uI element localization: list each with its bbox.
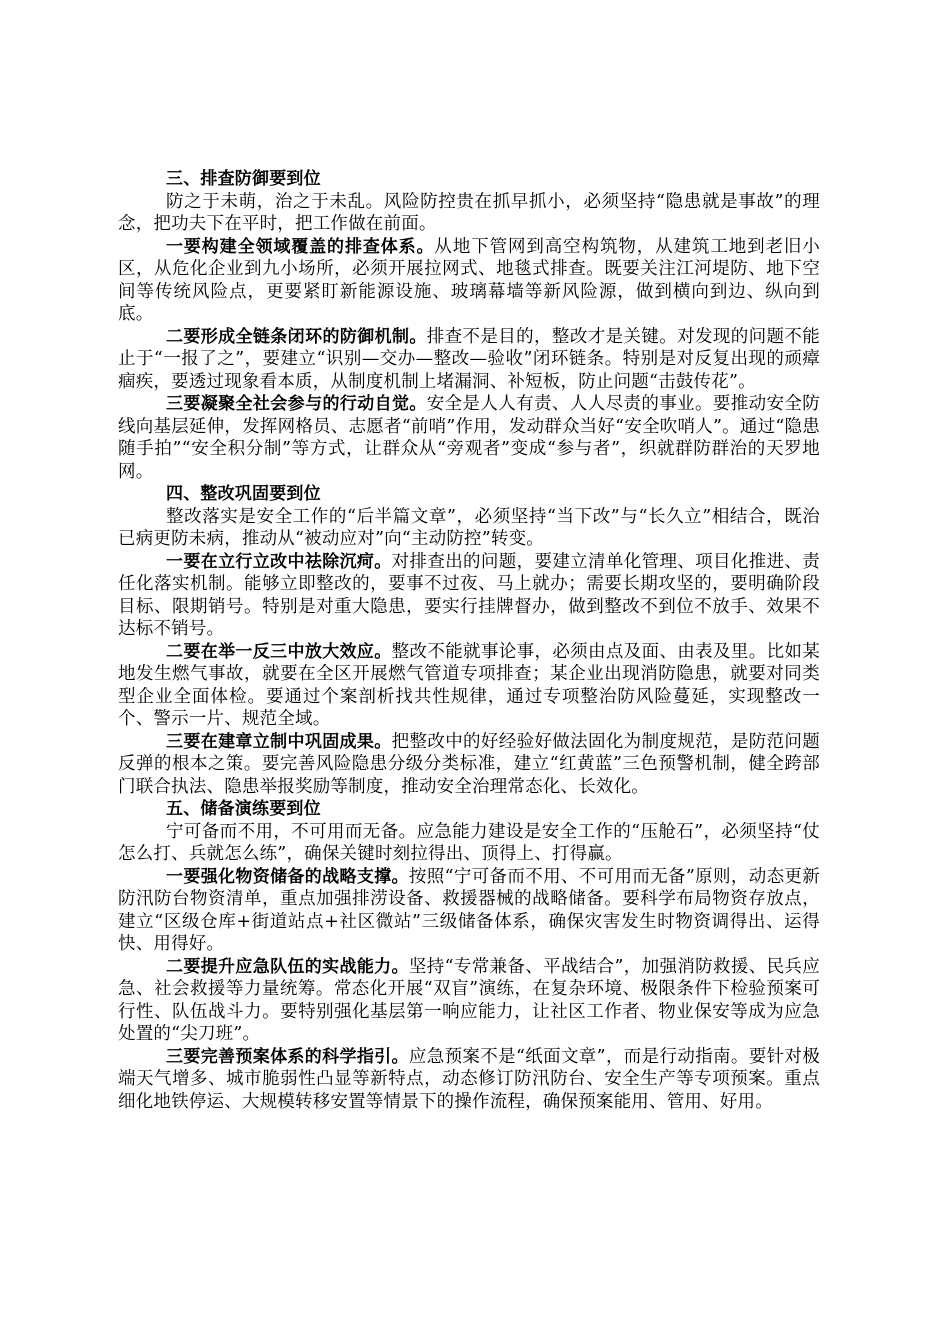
paragraph-lead: 二要在举一反三中放大效应。 xyxy=(166,641,392,662)
section-heading: 五、储备演练要到位 xyxy=(166,799,321,819)
paragraph-body: 应急预案不是“纸面文章”，而是行动指南。要针对极端天气增多、城市脆弱性凸显等新特点，动态修订防汛防台、安全生产等专项预案。重点细化地铁停运、大规模转移安置等情景下的操作流程，确保预案能用、管用、好用。 xyxy=(118,1046,820,1112)
paragraph-lead: 三要完善预案体系的科学指引。 xyxy=(166,1046,409,1067)
paragraph-body: 排查不是目的，整改才是关键。对发现的问题不能止于“一报了之”，要建立“识别—交办—整改—验收”闭环链条。特别是对反复出现的顽瘴痼疾，要透过现象看本质，从制度机制上堵漏洞、补短板，防止问题“击鼓传花”。 xyxy=(118,326,820,392)
paragraph-body: 对排查出的问题，要建立清单化管理、项目化推进、责任化落实机制。能够立即整改的，要事不过夜、马上就办；需要长期攻坚的，要明确阶段目标、限期销号。特别是对重大隐患，要实行挂牌督办，做到整改不到位不放手、效果不达标不销号。 xyxy=(118,551,820,639)
paragraph-lead: 三要凝聚全社会参与的行动自觉。 xyxy=(166,394,427,414)
paragraph-body: 坚持“专常兼备、平战结合”，加强消防救援、民兵应急、社会救援等力量统筹。常态化开展“双盲”演练，在复杂环境、极限条件下检验预案可行性、队伍战斗力。要特别强化基层第一响应能力，让社区工作者、物业保安等成为应急处置的“尖刀班”。 xyxy=(118,956,820,1044)
paragraph-lead: 一要在立行立改中祛除沉疴。 xyxy=(166,551,392,572)
paragraph xyxy=(118,731,820,799)
paragraph-body: 把整改中的好经验好做法固化为制度规范，是防范问题反弹的根本之策。要完善风险隐患分级分类标准，建立“红黄蓝”三色预警机制，健全跨部门联合执法、隐患举报奖励等制度，推动安全治理常态化、长效化。 xyxy=(118,731,820,797)
paragraph xyxy=(118,236,820,326)
paragraph-body: 安全是人人有责、人人尽责的事业。要推动安全防线向基层延伸，发挥网格员、志愿者“前哨”作用，发动群众当好“安全吹哨人”。通过“隐患随手拍”“安全积分制”等方式，让群众从“旁观者”变成“参与者”，织就群防群治的天罗地网。 xyxy=(118,394,820,482)
paragraph-lead: 二要提升应急队伍的实战能力。 xyxy=(166,956,409,977)
section-intro: 宁可备而不用，不可用而无备。应急能力建设是安全工作的“压舱石”，必须坚持“仗怎么打、兵就怎么练”，确保关键时刻拉得出、顶得上、打得赢。 xyxy=(118,821,820,864)
document-page xyxy=(118,168,820,1113)
paragraph xyxy=(118,1046,820,1114)
paragraph xyxy=(118,641,820,731)
section-intro: 整改落实是安全工作的“后半篇文章”，必须坚持“当下改”与“长久立”相结合，既治已病更防未病，推动从“被动应对”向“主动防控”转变。 xyxy=(118,506,820,549)
paragraph xyxy=(118,393,820,483)
paragraph-body: 整改不能就事论事，必须由点及面、由表及里。比如某地发生燃气事故，就要在全区开展燃气管道专项排查；某企业出现消防隐患，就要对同类型企业全面体检。要通过个案剖析找共性规律，通过专项整治防风险蔓延，实现整改一个、警示一片、规范全域。 xyxy=(118,641,820,729)
paragraph-lead: 三要在建章立制中巩固成果。 xyxy=(166,731,392,752)
paragraph xyxy=(118,551,820,641)
paragraph xyxy=(118,866,820,956)
paragraph xyxy=(118,326,820,394)
section-heading: 四、整改巩固要到位 xyxy=(166,484,321,504)
paragraph-body: 从地下管网到高空构筑物，从建筑工地到老旧小区，从危化企业到九小场所，必须开展拉网式、地毯式排查。既要关注江河堤防、地下空间等传统风险点，更要紧盯新能源设施、玻璃幕墙等新风险源，做到横向到边、纵向到底。 xyxy=(118,236,821,324)
section-heading: 三、排查防御要到位 xyxy=(166,169,321,189)
section-intro: 防之于未萌，治之于未乱。风险防控贵在抓早抓小，必须坚持“隐患就是事故”的理念，把功夫下在平时，把工作做在前面。 xyxy=(118,191,820,234)
paragraph xyxy=(118,956,820,1046)
paragraph-lead: 二要形成全链条闭环的防御机制。 xyxy=(166,326,427,347)
paragraph-lead: 一要强化物资储备的战略支撑。 xyxy=(166,866,409,887)
paragraph-body: 按照“宁可备而不用、不可用而无备”原则，动态更新防汛防台物资清单，重点加强排涝设备、救援器械的战略储备。要科学布局物资存放点，建立“区级仓库+街道站点+社区微站”三级储备体系，确保灾害发生时物资调得出、运得快、用得好。 xyxy=(118,866,820,954)
paragraph-lead: 一要构建全领域覆盖的排查体系。 xyxy=(166,236,435,257)
